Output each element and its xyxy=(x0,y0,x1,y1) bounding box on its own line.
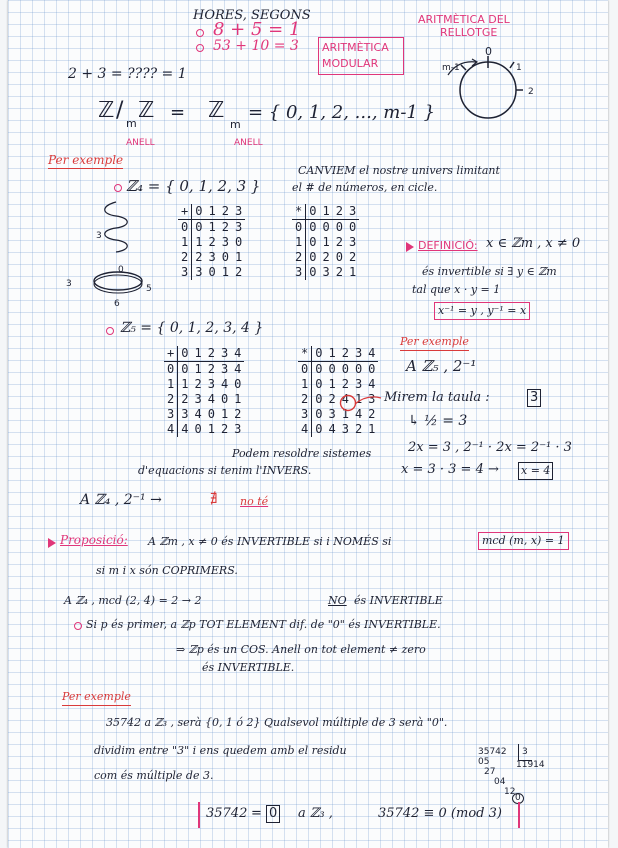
table-cell: 2 xyxy=(178,250,192,265)
podem-line-2: d'equacions si tenim l'INVERS. xyxy=(138,464,312,477)
table-cell: * xyxy=(292,204,306,220)
sum-question: 2 + 3 = ???? = 1 xyxy=(68,66,187,82)
table-cell: 2 xyxy=(194,377,202,391)
table-cell: 0 xyxy=(309,220,317,234)
canviem-line-2: el # de números, en cicle. xyxy=(292,181,438,194)
table-cell: 4 xyxy=(328,422,336,436)
table-cell: 0 xyxy=(207,407,215,421)
table-row xyxy=(164,422,244,437)
table-cell: 3 xyxy=(348,235,357,249)
table-cell: 1 xyxy=(354,392,363,406)
mirem-box: 3 xyxy=(527,389,541,407)
table-cell: 0 xyxy=(315,422,323,436)
anell-label-2: ANELL xyxy=(234,138,263,148)
table-header-row xyxy=(178,204,245,220)
table-cell: 3 xyxy=(195,265,203,279)
proposicio-label: Proposició: xyxy=(60,533,128,547)
coil-label-0: 0 xyxy=(118,265,124,275)
table-cell: 0 xyxy=(315,407,323,421)
table-row xyxy=(292,235,359,250)
table-cell: 2 xyxy=(164,392,178,407)
table-row xyxy=(298,377,378,392)
table-cell: 0 xyxy=(335,250,343,264)
table-row xyxy=(298,422,378,437)
table-row xyxy=(164,362,244,378)
table-header-row xyxy=(298,346,378,362)
table-cell: 0 xyxy=(341,362,349,376)
mirem-text: Mirem la taula : xyxy=(384,390,490,405)
z5-mul-table xyxy=(298,346,378,437)
table-cell: 4 xyxy=(234,362,242,376)
quotient-m: m xyxy=(126,117,137,130)
table-cell: 1 xyxy=(220,407,229,421)
table-row xyxy=(298,362,378,378)
modular-box xyxy=(318,37,404,75)
table-cell: 4 xyxy=(298,422,312,437)
clock-tick xyxy=(461,65,466,70)
table-cell: 4 xyxy=(207,392,215,406)
division-divisor: 3 xyxy=(518,744,532,761)
table-cell: 1 xyxy=(234,392,242,406)
rellotge-title-1: ARITMÈTICA DEL xyxy=(418,13,510,26)
table-cell: 3 xyxy=(328,407,336,421)
table-cell: 2 xyxy=(322,250,330,264)
table-cell: 2 xyxy=(292,250,306,265)
half-result: ↳ ½ = 3 xyxy=(408,413,468,429)
clock-tick xyxy=(510,62,514,68)
table-cell: 4 xyxy=(368,377,376,391)
example-3-line-1: 35742 a ℤ₃ , serà {0, 1 ó 2} Qualsevol múltiple de 3 serà "0". xyxy=(106,716,448,729)
table-cell: 1 xyxy=(181,377,189,391)
final-number: 35742 xyxy=(206,806,248,821)
table-cell: 0 xyxy=(368,362,376,376)
table-cell: 1 xyxy=(208,220,216,234)
table-cell: 0 xyxy=(195,220,203,234)
table-row xyxy=(164,377,244,392)
pointer-arrow xyxy=(353,394,383,408)
z5-example: A ℤ₅ , 2⁻¹ xyxy=(406,357,477,375)
division-remainder: 0 xyxy=(512,793,524,804)
equation-2-box: x = 4 xyxy=(518,462,553,480)
cos-line-1: ⇒ ℤp és un COS. Anell on tot element ≠ zero xyxy=(176,643,426,656)
anell-label: ANELL xyxy=(126,138,155,148)
table-cell: 1 xyxy=(341,407,349,421)
table-cell: 3 xyxy=(181,407,189,421)
arrow-marker-icon xyxy=(48,538,56,548)
table-cell: 4 xyxy=(354,407,363,421)
table-cell: 0 xyxy=(312,346,326,362)
table-cell: 0 xyxy=(194,422,202,436)
equation-2: x = 3 · 3 = 4 → xyxy=(401,462,499,477)
bullet-icon xyxy=(196,44,204,52)
table-cell: 0 xyxy=(192,204,206,220)
table-cell: 0 xyxy=(221,250,229,264)
division-step-2: 27 xyxy=(484,767,496,777)
table-cell: 3 xyxy=(341,422,349,436)
table-cell: 2 xyxy=(208,235,216,249)
table-cell: 0 xyxy=(335,220,343,234)
table-row xyxy=(164,407,244,422)
table-cell: 1 xyxy=(207,422,215,436)
table-cell: 2 xyxy=(219,204,232,220)
arrow-marker-icon xyxy=(406,242,414,252)
table-cell: 2 xyxy=(221,220,229,234)
table-cell: 3 xyxy=(346,204,359,220)
coil-label-6: 6 xyxy=(114,299,120,309)
clock-label-2: 2 xyxy=(528,87,534,97)
definicio-line-2: és invertible si ∃ y ∈ ℤm xyxy=(422,265,557,278)
table-cell: 0 xyxy=(178,346,192,362)
quotient-eq: = xyxy=(170,102,186,123)
table-cell: 3 xyxy=(234,220,243,234)
z5-sum-table xyxy=(164,346,244,437)
table-row xyxy=(292,250,359,265)
table-cell: 1 xyxy=(194,362,202,376)
canviem-line-1: CANVIEM el nostre univers limitant xyxy=(298,164,500,177)
table-cell: 4 xyxy=(220,377,229,391)
table-cell: 1 xyxy=(368,422,376,436)
quotient-z2: ℤ xyxy=(138,98,155,123)
table-cell: 2 xyxy=(339,346,352,362)
table-cell: 0 xyxy=(354,362,363,376)
table-cell: 4 xyxy=(365,346,378,362)
final-eq: = xyxy=(251,806,262,821)
table-cell: 3 xyxy=(208,250,216,264)
z4-sum-table xyxy=(178,204,245,280)
per-exemple-2: Per exemple xyxy=(400,334,469,351)
per-exemple-3: Per exemple xyxy=(62,689,131,706)
z4-mul-table xyxy=(292,204,359,280)
table-cell: 2 xyxy=(234,265,243,279)
zm-set: = { 0, 1, 2, ..., m-1 } xyxy=(248,102,436,123)
cos-line-2: és INVERTIBLE. xyxy=(202,661,295,674)
hores-heading: HORES, SEGONS xyxy=(193,8,311,23)
table-cell: 0 xyxy=(181,362,189,376)
no-exists-symbol: ∄ xyxy=(210,491,218,507)
table-cell: 2 xyxy=(354,422,363,436)
table-cell: 0 xyxy=(315,362,323,376)
definicio-line-3: tal que x · y = 1 xyxy=(412,283,501,296)
clock-diagram xyxy=(428,40,538,135)
bullet-icon xyxy=(196,29,204,37)
final-a-z3: a ℤ₃ , xyxy=(298,806,333,821)
table-cell: 0 xyxy=(306,204,320,220)
table-row xyxy=(292,265,359,280)
table-cell: 0 xyxy=(328,362,336,376)
table-cell: 4 xyxy=(341,392,349,406)
table-row xyxy=(164,392,244,407)
table-cell: 2 xyxy=(234,407,242,421)
table-row xyxy=(178,235,245,250)
zm-subscript: m xyxy=(230,118,241,131)
table-cell: 4 xyxy=(164,422,178,437)
bullet-icon xyxy=(106,327,114,335)
table-row xyxy=(178,220,245,236)
quotient-z: ℤ xyxy=(98,98,115,123)
division-step-1: 05 xyxy=(478,757,490,767)
table-cell: 3 xyxy=(322,265,330,279)
table-cell: 3 xyxy=(234,422,242,436)
example-line-1: 8 + 5 = 1 xyxy=(213,19,301,40)
z4-mcd-no: NO xyxy=(328,594,347,607)
table-cell: 2 xyxy=(348,250,357,264)
table-cell: 0 xyxy=(178,220,192,236)
table-cell: 0 xyxy=(220,392,229,406)
table-cell: 3 xyxy=(352,346,365,362)
table-cell: 2 xyxy=(341,377,349,391)
z5-definition: ℤ₅ = { 0, 1, 2, 3, 4 } xyxy=(120,320,264,336)
coil-label-5: 5 xyxy=(146,284,152,294)
table-cell: 3 xyxy=(368,392,376,406)
table-cell: 0 xyxy=(309,265,317,279)
table-cell: 0 xyxy=(234,235,243,249)
definicio-box: x⁻¹ = y , y⁻¹ = x xyxy=(434,302,530,320)
table-cell: 2 xyxy=(207,362,215,376)
clock-label-m1: m-1 xyxy=(442,63,460,73)
table-cell: 1 xyxy=(234,250,243,264)
coil-label-3: 3 xyxy=(96,231,102,241)
table-cell: 1 xyxy=(298,377,312,392)
table-cell: 0 xyxy=(309,250,317,264)
table-row xyxy=(178,265,245,280)
proposicio-box: mcd (m, x) = 1 xyxy=(478,532,569,550)
table-cell: 3 xyxy=(207,377,215,391)
division-step-3: 04 xyxy=(494,777,506,787)
table-cell: 3 xyxy=(164,407,178,422)
proposicio-line-2: si m i x són COPRIMERS. xyxy=(96,564,238,577)
example-3-line-3: com és múltiple de 3. xyxy=(94,769,214,782)
z4-mcd-end: és INVERTIBLE xyxy=(354,594,443,607)
table-cell: 0 xyxy=(208,265,216,279)
table-cell: 1 xyxy=(191,346,204,362)
quotient-slash: / xyxy=(116,98,124,123)
table-cell: 3 xyxy=(354,377,363,391)
table-cell: 0 xyxy=(315,377,323,391)
table-cell: 2 xyxy=(205,346,218,362)
table-cell: 3 xyxy=(298,407,312,422)
table-header-row xyxy=(164,346,244,362)
modular-box-line-1: ARITMÈTICA xyxy=(322,41,389,54)
table-cell: 0 xyxy=(292,220,306,236)
table-cell: 2 xyxy=(328,392,336,406)
table-cell: 0 xyxy=(315,392,323,406)
table-cell: 2 xyxy=(220,422,229,436)
table-cell: 2 xyxy=(333,204,346,220)
modular-box-line-2: MODULAR xyxy=(322,57,379,70)
primer-text: Si p és primer, a ℤp TOT ELEMENT dif. de "0" és INVERTIBLE. xyxy=(86,618,441,631)
bullet-icon xyxy=(74,622,82,630)
table-cell: 1 xyxy=(322,235,330,249)
table-row xyxy=(292,220,359,236)
table-cell: 3 xyxy=(218,346,231,362)
table-cell: 0 xyxy=(298,362,312,378)
table-cell: 1 xyxy=(348,265,357,279)
table-cell: 4 xyxy=(194,407,202,421)
table-header-row xyxy=(292,204,359,220)
table-cell: 1 xyxy=(221,265,229,279)
table-cell: 1 xyxy=(292,235,306,250)
table-cell: 1 xyxy=(325,346,338,362)
table-row xyxy=(178,250,245,265)
table-cell: 1 xyxy=(319,204,332,220)
table-cell: 3 xyxy=(232,204,245,220)
per-exemple-1: Per exemple xyxy=(48,153,124,167)
clock-label-0: 0 xyxy=(485,45,492,58)
zm-symbol: ℤ xyxy=(208,98,225,123)
table-cell: 3 xyxy=(178,265,192,280)
table-cell: 1 xyxy=(205,204,218,220)
table-cell: 3 xyxy=(292,265,306,280)
z4-no-inverse: A ℤ₄ , 2⁻¹ → xyxy=(80,492,162,508)
definicio-line-1: x ∈ ℤm , x ≠ 0 xyxy=(486,236,581,251)
table-cell: 3 xyxy=(221,235,229,249)
table-cell: + xyxy=(164,346,178,362)
coil-diagram xyxy=(76,196,166,306)
table-cell: 2 xyxy=(195,250,203,264)
table-cell: 0 xyxy=(348,220,357,234)
notebook-page xyxy=(8,0,608,848)
table-cell: 0 xyxy=(234,377,242,391)
no-te-text: no té xyxy=(240,495,269,508)
table-cell: 0 xyxy=(322,220,330,234)
table-cell: 2 xyxy=(368,407,376,421)
table-cell: 1 xyxy=(195,235,203,249)
table-cell: 1 xyxy=(178,235,192,250)
proposicio-text: A ℤm , x ≠ 0 és INVERTIBLE si i NOMÉS si xyxy=(148,535,392,548)
table-cell: + xyxy=(178,204,192,220)
table-cell: 4 xyxy=(231,346,244,362)
table-cell: 1 xyxy=(328,377,336,391)
rellotge-title-2: RELLOTGE xyxy=(440,26,498,39)
pointer-arrow-line xyxy=(355,397,381,404)
final-congruence: 35742 ≡ 0 (mod 3) xyxy=(378,806,502,821)
example-3-line-2: dividim entre "3" i ens quedem amb el residu xyxy=(94,744,347,757)
podem-line-1: Podem resoldre sistemes xyxy=(232,447,372,460)
table-cell: 0 xyxy=(309,235,317,249)
table-cell: 2 xyxy=(335,235,343,249)
definicio-label: DEFINICIÓ: xyxy=(418,239,478,252)
z4-definition: ℤ₄ = { 0, 1, 2, 3 } xyxy=(126,177,261,195)
bullet-icon xyxy=(114,184,122,192)
table-cell: 3 xyxy=(194,392,202,406)
coil-label-3b: 3 xyxy=(66,279,72,289)
division-dividend: 35742 xyxy=(478,747,507,757)
table-cell: 2 xyxy=(335,265,343,279)
table-cell: * xyxy=(298,346,312,362)
clock-circle xyxy=(460,62,516,118)
table-cell: 2 xyxy=(298,392,312,407)
division-quotient: 11914 xyxy=(516,760,545,770)
example-line-2: 53 + 10 = 3 xyxy=(213,38,299,54)
table-cell: 2 xyxy=(181,392,189,406)
table-cell: 0 xyxy=(164,362,178,378)
table-cell: 1 xyxy=(164,377,178,392)
table-cell: 4 xyxy=(181,422,189,436)
coil-spiral xyxy=(105,202,128,252)
clock-label-1: 1 xyxy=(516,63,522,73)
equation-1: 2x = 3 , 2⁻¹ · 2x = 2⁻¹ · 3 xyxy=(408,440,572,455)
final-zero-box: 0 xyxy=(266,805,280,823)
division-step-4: 12 xyxy=(504,787,516,797)
table-cell: 3 xyxy=(220,362,229,376)
z4-mcd: A ℤ₄ , mcd (2, 4) = 2 → 2 xyxy=(64,594,202,607)
